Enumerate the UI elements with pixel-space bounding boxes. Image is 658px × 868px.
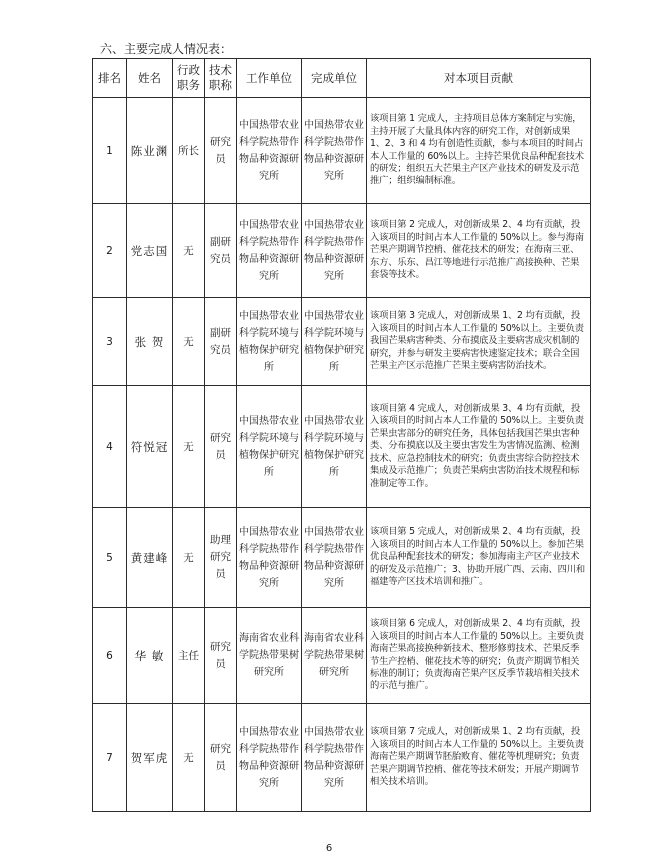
completion-unit-cell: 中国热带农业科学院环境与植物保护研究所 [302, 298, 367, 386]
tech-title-cell: 研究员 [205, 608, 237, 704]
completion-unit-cell: 中国热带农业科学院环境与植物保护研究所 [302, 386, 367, 508]
table-row [93, 508, 591, 608]
contribution-cell: 该项目第 4 完成人，对创新成果 3、4 均有贡献，投入该项目的时间占本人工作量的 50%以上。主要负责芒果虫害部分的研究任务，具体包括我国芒果虫害种类、分布摸底以及主要虫害发生为害情况监测、检测技术、应急控制技术的研究；负责虫害综合防控技术集成及示范推广；负责芒果病虫害防治技术规程和标准制定等工作。 [367, 386, 591, 508]
contribution-cell: 该项目第 6 完成人，对创新成果 2、4 均有贡献，投入该项目的时间占本人工作量的 50%以上。主要负责海南芒果高接换种新技术、整形修剪技术、芒果反季节生产控梢、催花技术等的研究；负责产期调节相关标准的制订；负责海南芒果产区反季节栽培相关技术的示范与推广。 [367, 608, 591, 704]
contribution-cell: 该项目第 5 完成人，对创新成果 2、4 均有贡献，投入该项目的时间占本人工作量的 50%以上。参加芒果优良品种配套技术的研发；参加海南主产区产业技术的研发及示范推广；3、协助开展广西、云南、四川和福建等产区技术培训和推广。 [367, 508, 591, 608]
contribution-cell: 该项目第 3 完成人，对创新成果 1、2 均有贡献，投入该项目的时间占本人工作量的 50%以上。主要负责我国芒果病害种类、分布摸底及主要病害成灾机制的研究，并参与研发主要病害快速鉴定技术；联合全国芒果主产区示范推广芒果主要病害防治技术。 [367, 298, 591, 386]
admin-position-cell: 无 [173, 704, 205, 812]
completion-unit-cell: 中国热带农业科学院热带作物品种资源研究所 [302, 508, 367, 608]
tech-title-cell: 研究员 [205, 704, 237, 812]
name-cell: 华 敏 [127, 608, 173, 704]
header-work-unit: 工作单位 [237, 59, 302, 98]
header-row [93, 59, 591, 98]
rank-cell: 7 [93, 704, 127, 812]
tech-title-cell: 副研究员 [205, 298, 237, 386]
table-row [93, 298, 591, 386]
contribution-cell: 该项目第 2 完成人，对创新成果 2、4 均有贡献，投入该项目的时间占本人工作量的 50%以上。参与海南芒果产期调节控梢、催花技术的研发；在海南三亚、东方、乐东、昌江等地进行示范推广高接换种、芒果套袋等技术。 [367, 204, 591, 298]
completion-unit-cell: 中国热带农业科学院热带作物品种资源研究所 [302, 98, 367, 204]
admin-position-cell: 主任 [173, 608, 205, 704]
header-name: 姓名 [127, 59, 173, 98]
name-cell: 符悦冠 [127, 386, 173, 508]
name-cell: 贺军虎 [127, 704, 173, 812]
completion-unit-cell: 海南省农业科学院热带果树研究所 [302, 608, 367, 704]
admin-position-cell: 无 [173, 204, 205, 298]
rank-cell: 5 [93, 508, 127, 608]
main-contributors-table [92, 58, 591, 812]
admin-position-cell: 无 [173, 298, 205, 386]
tech-title-cell: 助理研究员 [205, 508, 237, 608]
name-cell: 陈业渊 [127, 98, 173, 204]
contribution-cell: 该项目第 1 完成人，主持项目总体方案制定与实施，主持开展了大量具体内容的研究工作，对创新成果 1、2、3 和 4 均有创造性贡献，参与本项目的时间占本人工作量的 60%以上。主持芒果优良品种配套技术的研发；组织五大芒果主产区产业技术的研发及示范推广；组织编制标准。 [367, 98, 591, 204]
completion-unit-cell: 中国热带农业科学院热带作物品种资源研究所 [302, 704, 367, 812]
tech-title-cell: 副研究员 [205, 204, 237, 298]
header-rank: 排名 [93, 59, 127, 98]
completion-unit-cell: 中国热带农业科学院热带作物品种资源研究所 [302, 204, 367, 298]
work-unit-cell: 中国热带农业科学院环境与植物保护研究所 [237, 298, 302, 386]
table-row [93, 386, 591, 508]
rank-cell: 2 [93, 204, 127, 298]
table-row [93, 204, 591, 298]
work-unit-cell: 中国热带农业科学院热带作物品种资源研究所 [237, 204, 302, 298]
work-unit-cell: 中国热带农业科学院热带作物品种资源研究所 [237, 508, 302, 608]
rank-cell: 4 [93, 386, 127, 508]
name-cell: 张 贺 [127, 298, 173, 386]
admin-position-cell: 无 [173, 386, 205, 508]
contribution-cell: 该项目第 7 完成人，对创新成果 1、2 均有贡献，投入该项目的时间占本人工作量的 50%以上。主要负责海南芒果产期调节胚胎败育、催花等机理研究；负责芒果产期调节控梢、催花等技术研发；开展产期调节相关技术培训。 [367, 704, 591, 812]
rank-cell: 6 [93, 608, 127, 704]
section-title: 六、主要完成人情况表： [100, 42, 233, 56]
work-unit-cell: 海南省农业科学院热带果树研究所 [237, 608, 302, 704]
header-completion-unit: 完成单位 [302, 59, 367, 98]
admin-position-cell: 所长 [173, 98, 205, 204]
table-row [93, 704, 591, 812]
page-number: 6 [325, 843, 333, 854]
table-row [93, 98, 591, 204]
tech-title-cell: 研究员 [205, 98, 237, 204]
table-row [93, 608, 591, 704]
header-admin-position: 行政职务 [173, 59, 205, 98]
name-cell: 党志国 [127, 204, 173, 298]
work-unit-cell: 中国热带农业科学院热带作物品种资源研究所 [237, 704, 302, 812]
admin-position-cell: 无 [173, 508, 205, 608]
name-cell: 黄建峰 [127, 508, 173, 608]
tech-title-cell: 研究员 [205, 386, 237, 508]
rank-cell: 3 [93, 298, 127, 386]
work-unit-cell: 中国热带农业科学院环境与植物保护研究所 [237, 386, 302, 508]
work-unit-cell: 中国热带农业科学院热带作物品种资源研究所 [237, 98, 302, 204]
header-contribution: 对本项目贡献 [367, 59, 591, 98]
header-tech-title: 技术职称 [205, 59, 237, 98]
rank-cell: 1 [93, 98, 127, 204]
